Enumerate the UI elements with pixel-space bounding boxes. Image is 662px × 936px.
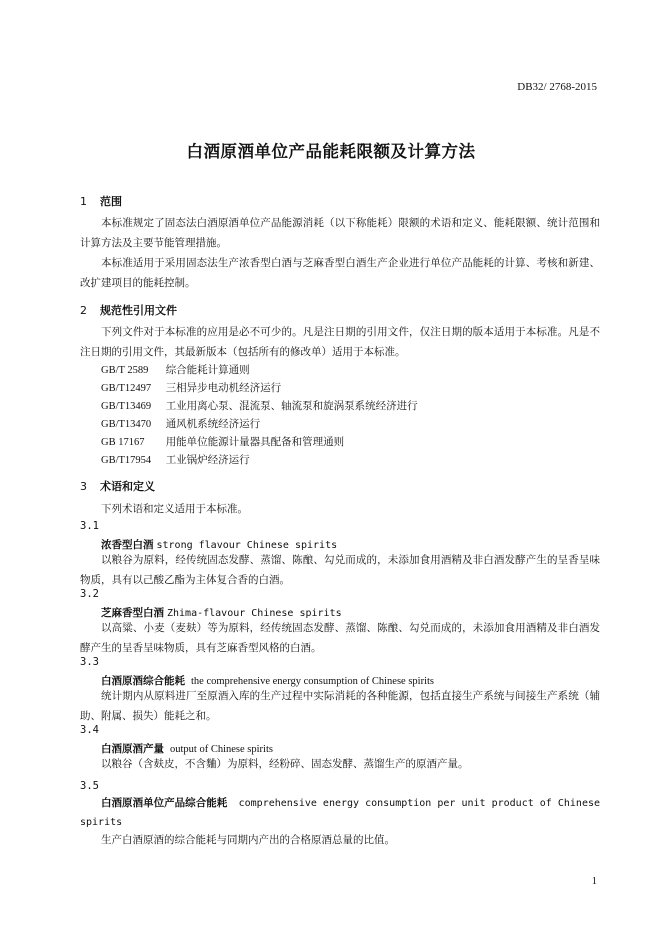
term-title: 白酒原酒产量 output of Chinese spirits [101, 743, 273, 755]
section-1-heading: 1 范围 [80, 195, 122, 208]
section-2-paragraph-1: 下列文件对于本标准的应用是必不可少的。凡是注日期的引用文件，仅注日期的版本适用于本标准。凡是不注日期的引用文件，其最新版本（包括所有的修改单）适用于本标准。 [80, 326, 600, 358]
term-number: 3.5 [80, 780, 99, 792]
section-1-paragraph-2: 本标准适用于采用固态法生产浓香型白酒与芝麻香型白酒生产企业进行单位产品能耗的计算、考核和新建、改扩建项目的能耗控制。 [80, 257, 600, 289]
term-number: 3.1 [80, 520, 99, 532]
term-definition: 生产白酒原酒的综合能耗与同期内产出的合格原酒总量的比值。 [101, 834, 395, 846]
reference-item: GB/T12497 三相异步电动机经济运行 [101, 382, 282, 394]
reference-item: GB 17167 用能单位能源计量器具配备和管理通则 [101, 436, 345, 448]
term-definition: 统计期内从原料进厂至原酒入库的生产过程中实际消耗的各种能源，包括直接生产系统与间接生产系统（辅助、附属、损失）能耗之和。 [80, 690, 600, 722]
term-definition: 以粮谷为原料，经传统固态发酵、蒸馏、陈酿、勾兑而成的，未添加食用酒精及非白酒发酵产生的呈香呈味物质，具有以己酸乙酯为主体复合香的白酒。 [80, 554, 600, 586]
term-title: 白酒原酒单位产品综合能耗 comprehensive energy consumption per unit product of Chinese spirits [80, 797, 601, 828]
section-1-paragraph-1: 本标准规定了固态法白酒原酒单位产品能源消耗（以下称能耗）限额的术语和定义、能耗限额、统计范围和计算方法及主要节能管理措施。 [80, 217, 600, 249]
term-definition: 以粮谷（含麸皮，不含麯）为原料，经粉碎、固态发酵、蒸馏生产的原酒产量。 [101, 758, 469, 770]
term-title: 浓香型白酒 strong flavour Chinese spirits [101, 539, 338, 551]
term-definition: 以高粱、小麦（麦麸）等为原料，经传统固态发酵、蒸馏、陈酿、勾兑而成的，未添加食用酒精及非白酒发酵产生的呈香呈味物质，具有芝麻香型风格的白酒。 [80, 622, 600, 654]
document-title: 白酒原酒单位产品能耗限额及计算方法 [186, 142, 476, 161]
reference-item: GB/T 2589 综合能耗计算通则 [101, 364, 250, 376]
page-number: 1 [591, 876, 597, 887]
section-3-intro: 下列术语和定义适用于本标准。 [101, 503, 248, 515]
term-title: 芝麻香型白酒 Zhima-flavour Chinese spirits [101, 607, 342, 619]
term-number: 3.4 [80, 724, 99, 736]
term-number: 3.3 [80, 656, 99, 668]
reference-item: GB/T13469 工业用离心泵、混流泵、轴流泵和旋涡泵系统经济进行 [101, 400, 418, 412]
section-3-heading: 3 术语和定义 [80, 480, 155, 493]
section-2-heading: 2 规范性引用文件 [80, 304, 177, 317]
term-title: 白酒原酒综合能耗 the comprehensive energy consumption of Chinese spirits [101, 675, 435, 687]
reference-item: GB/T17954 工业锅炉经济运行 [101, 454, 250, 466]
term-number: 3.2 [80, 588, 99, 600]
reference-item: GB/T13470 通风机系统经济运行 [101, 418, 261, 430]
document-number: DB32/ 2768-2015 [517, 81, 597, 93]
